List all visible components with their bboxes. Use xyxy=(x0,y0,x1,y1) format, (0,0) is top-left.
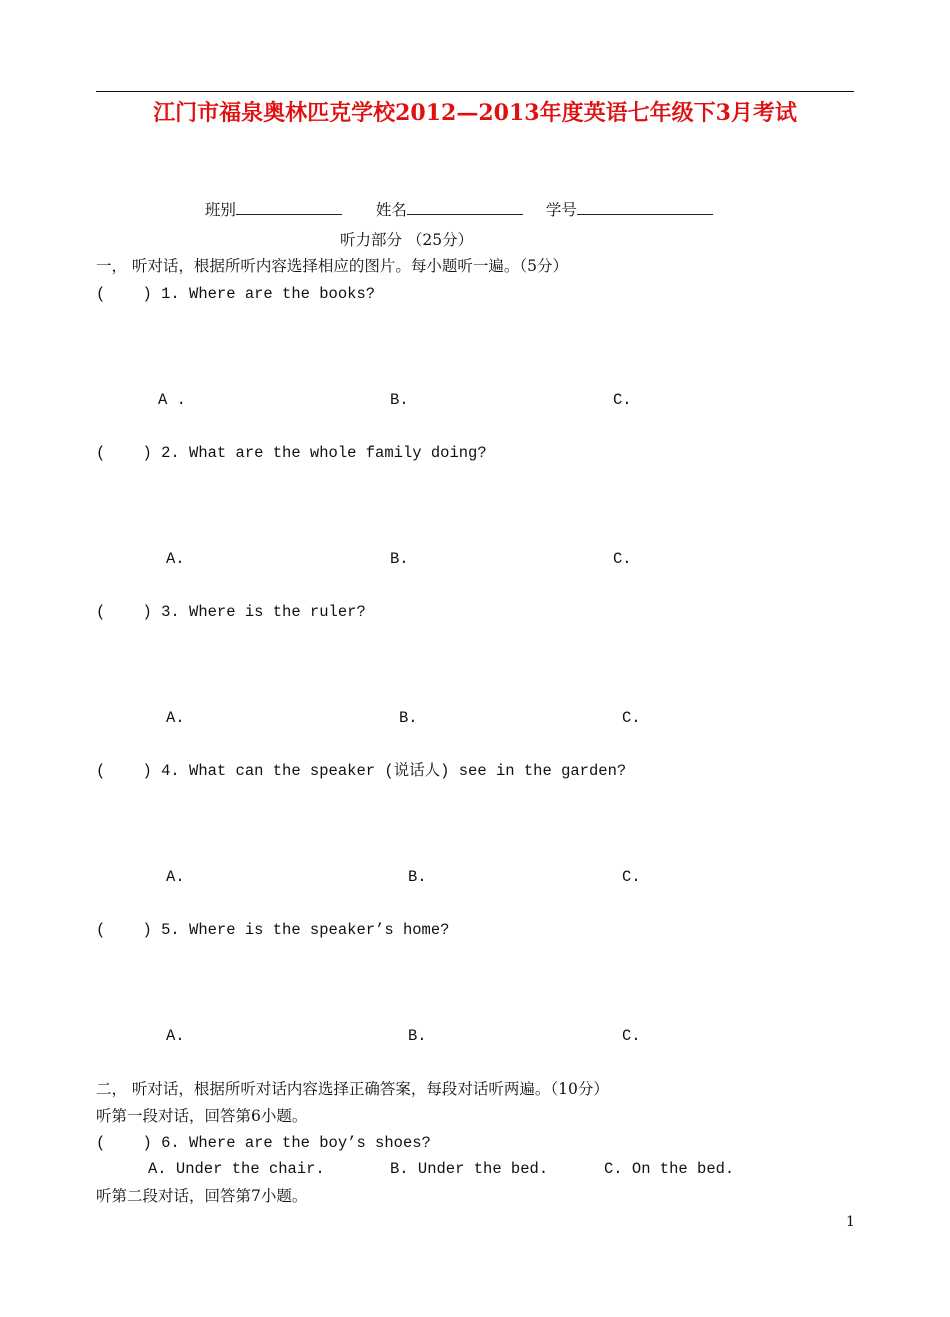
question-2-stem: ( ) 2. What are the whole family doing? xyxy=(96,444,487,462)
q6-option-c: C. On the bed. xyxy=(604,1160,735,1178)
q5-option-a: A. xyxy=(166,1027,185,1045)
q5-option-b: B. xyxy=(408,1027,427,1045)
q2-option-c: C. xyxy=(613,550,632,568)
name-label: 姓名 xyxy=(375,201,407,219)
number-label: 学号 xyxy=(545,201,577,219)
question-3-stem: ( ) 3. Where is the ruler? xyxy=(96,603,366,621)
q1-option-b: B. xyxy=(390,391,409,409)
question-4-stem: ( ) 4. What can the speaker (说话人) see in the garden? xyxy=(96,762,627,780)
dialogue-2-instruction: 听第二段对话，回答第7小题。 xyxy=(96,1187,308,1205)
question-1-stem: ( ) 1. Where are the books? xyxy=(96,285,376,303)
q1-option-a: A . xyxy=(158,391,186,409)
q6-option-b: B. Under the bed. xyxy=(390,1160,549,1178)
header-rule xyxy=(96,91,854,92)
q3-option-a: A. xyxy=(166,709,185,727)
dialogue-1-instruction: 听第一段对话，回答第6小题。 xyxy=(96,1107,308,1125)
q6-option-a: A. Under the chair. xyxy=(148,1160,325,1178)
q4-option-b: B. xyxy=(408,868,427,886)
listening-header: 听力部分 （25分） xyxy=(340,231,474,249)
name-blank[interactable] xyxy=(407,197,523,215)
section2-heading: 二， 听对话，根据所听对话内容选择正确答案，每段对话听两遍。（10分） xyxy=(96,1080,609,1098)
q5-option-c: C. xyxy=(622,1027,641,1045)
question-5-stem: ( ) 5. Where is the speaker’s home? xyxy=(96,921,450,939)
q2-option-b: B. xyxy=(390,550,409,568)
q4-option-c: C. xyxy=(622,868,641,886)
number-field xyxy=(536,175,713,221)
name-field xyxy=(366,175,523,221)
number-blank[interactable] xyxy=(577,197,713,215)
class-blank[interactable] xyxy=(236,197,342,215)
section1-heading: 一， 听对话，根据所听内容选择相应的图片。每小题听一遍。（5分） xyxy=(96,257,569,275)
q3-option-c: C. xyxy=(622,709,641,727)
question-6-stem: ( ) 6. Where are the boy’s shoes? xyxy=(96,1134,431,1152)
class-field xyxy=(195,175,342,221)
q1-option-c: C. xyxy=(613,391,632,409)
exam-title: 江门市福泉奥林匹克学校2012—2013年度英语七年级下3月考试 xyxy=(153,100,797,126)
q4-option-a: A. xyxy=(166,868,185,886)
class-label: 班别 xyxy=(204,201,236,219)
q2-option-a: A. xyxy=(166,550,185,568)
q3-option-b: B. xyxy=(399,709,418,727)
page-number: 1 xyxy=(846,1214,855,1230)
